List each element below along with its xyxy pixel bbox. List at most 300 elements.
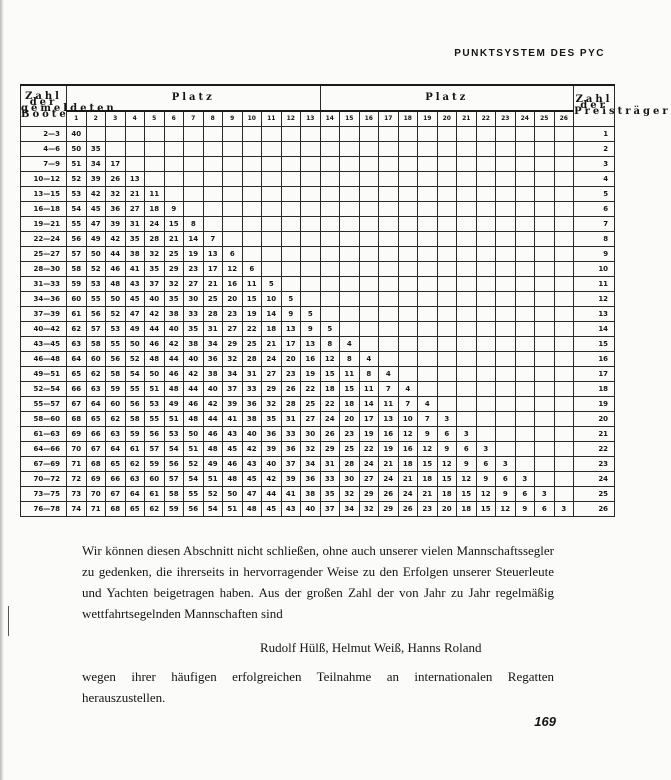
empty-cell — [398, 322, 418, 337]
points-cell: 18 — [340, 397, 360, 412]
points-cell: 52 — [125, 352, 145, 367]
empty-cell — [554, 157, 574, 172]
points-cell: 68 — [106, 502, 126, 517]
points-table — [20, 84, 671, 517]
points-cell: 9 — [457, 457, 477, 472]
points-cell: 43 — [125, 277, 145, 292]
points-cell: 46 — [164, 367, 184, 382]
empty-cell — [496, 127, 516, 142]
empty-cell — [535, 142, 555, 157]
empty-cell — [398, 202, 418, 217]
empty-cell — [496, 292, 516, 307]
empty-cell — [515, 277, 535, 292]
empty-cell — [476, 172, 496, 187]
points-cell: 32 — [106, 187, 126, 202]
empty-cell — [379, 322, 399, 337]
empty-cell — [535, 277, 555, 292]
points-cell: 35 — [86, 142, 106, 157]
table-row — [21, 487, 615, 502]
empty-cell — [457, 217, 477, 232]
empty-cell — [554, 352, 574, 367]
points-cell: 59 — [67, 277, 87, 292]
empty-cell — [418, 142, 438, 157]
empty-cell — [554, 337, 574, 352]
empty-cell — [164, 157, 184, 172]
points-cell: 53 — [67, 187, 87, 202]
empty-cell — [457, 337, 477, 352]
points-cell: 70 — [86, 487, 106, 502]
empty-cell — [184, 172, 204, 187]
points-cell: 15 — [242, 292, 262, 307]
empty-cell — [242, 157, 262, 172]
points-cell: 18 — [457, 502, 477, 517]
empty-cell — [223, 142, 243, 157]
points-cell: 34 — [86, 157, 106, 172]
empty-cell — [301, 127, 321, 142]
empty-cell — [340, 127, 360, 142]
winners-count-cell: 18 — [574, 382, 615, 397]
table-row — [21, 142, 615, 157]
points-cell: 15 — [164, 217, 184, 232]
place-column-header: 23 — [496, 111, 516, 127]
points-cell: 28 — [281, 397, 301, 412]
empty-cell — [515, 337, 535, 352]
empty-cell — [164, 172, 184, 187]
points-cell: 67 — [86, 442, 106, 457]
place-column-header: 7 — [184, 111, 204, 127]
empty-cell — [86, 127, 106, 142]
empty-cell — [125, 142, 145, 157]
points-cell: 26 — [106, 172, 126, 187]
empty-cell — [320, 187, 340, 202]
empty-cell — [379, 247, 399, 262]
points-cell: 6 — [496, 472, 516, 487]
points-cell: 64 — [106, 442, 126, 457]
winners-count-cell: 15 — [574, 337, 615, 352]
points-cell: 48 — [145, 352, 165, 367]
points-cell: 6 — [223, 247, 243, 262]
points-cell: 32 — [262, 397, 282, 412]
points-cell: 8 — [359, 367, 379, 382]
points-cell: 23 — [184, 262, 204, 277]
empty-cell — [184, 142, 204, 157]
empty-cell — [554, 457, 574, 472]
place-column-header: 2 — [86, 111, 106, 127]
empty-cell — [476, 247, 496, 262]
table-body — [21, 127, 615, 517]
points-cell: 57 — [86, 322, 106, 337]
boats-range-cell: 19—21 — [21, 217, 67, 232]
empty-cell — [437, 277, 457, 292]
points-cell: 66 — [86, 427, 106, 442]
points-cell: 3 — [437, 412, 457, 427]
empty-cell — [281, 202, 301, 217]
boats-range-cell: 22—24 — [21, 232, 67, 247]
points-cell: 4 — [418, 397, 438, 412]
points-cell: 24 — [262, 352, 282, 367]
empty-cell — [515, 307, 535, 322]
points-cell: 70 — [67, 442, 87, 457]
points-cell: 57 — [67, 247, 87, 262]
points-cell: 18 — [418, 472, 438, 487]
empty-cell — [359, 247, 379, 262]
empty-cell — [418, 382, 438, 397]
empty-cell — [554, 172, 574, 187]
table-row — [21, 382, 615, 397]
empty-cell — [242, 202, 262, 217]
points-cell: 49 — [164, 397, 184, 412]
empty-cell — [145, 172, 165, 187]
empty-cell — [535, 217, 555, 232]
place-group-header-right: Platz — [320, 85, 574, 111]
points-cell: 37 — [320, 502, 340, 517]
points-cell: 38 — [184, 337, 204, 352]
points-cell: 51 — [145, 382, 165, 397]
points-cell: 12 — [496, 502, 516, 517]
points-cell: 26 — [398, 502, 418, 517]
empty-cell — [515, 352, 535, 367]
points-cell: 68 — [86, 457, 106, 472]
points-cell: 25 — [203, 292, 223, 307]
empty-cell — [379, 127, 399, 142]
empty-cell — [535, 172, 555, 187]
table-row — [21, 307, 615, 322]
points-cell: 13 — [379, 412, 399, 427]
points-cell: 42 — [86, 187, 106, 202]
points-cell: 55 — [86, 292, 106, 307]
points-cell: 24 — [320, 412, 340, 427]
empty-cell — [418, 247, 438, 262]
points-cell: 52 — [184, 457, 204, 472]
points-cell: 54 — [164, 442, 184, 457]
empty-cell — [554, 187, 574, 202]
empty-cell — [437, 397, 457, 412]
points-cell: 5 — [320, 322, 340, 337]
points-cell: 60 — [67, 292, 87, 307]
points-cell: 51 — [67, 157, 87, 172]
empty-cell — [223, 232, 243, 247]
points-cell: 48 — [106, 277, 126, 292]
empty-cell — [262, 187, 282, 202]
empty-cell — [262, 127, 282, 142]
points-cell: 57 — [145, 442, 165, 457]
empty-cell — [476, 217, 496, 232]
empty-cell — [359, 292, 379, 307]
points-cell: 6 — [457, 442, 477, 457]
empty-cell — [437, 232, 457, 247]
empty-cell — [418, 307, 438, 322]
points-cell: 28 — [203, 307, 223, 322]
empty-cell — [496, 397, 516, 412]
empty-cell — [515, 172, 535, 187]
place-column-header: 15 — [340, 111, 360, 127]
points-cell: 65 — [106, 457, 126, 472]
points-cell: 53 — [106, 322, 126, 337]
empty-cell — [457, 262, 477, 277]
points-cell: 29 — [262, 382, 282, 397]
empty-cell — [437, 307, 457, 322]
empty-cell — [437, 367, 457, 382]
points-cell: 55 — [67, 217, 87, 232]
points-cell: 45 — [125, 292, 145, 307]
empty-cell — [476, 262, 496, 277]
points-cell: 15 — [437, 472, 457, 487]
points-cell: 55 — [106, 337, 126, 352]
empty-cell — [379, 202, 399, 217]
points-cell: 36 — [262, 427, 282, 442]
place-group-header-left: Platz — [67, 85, 321, 111]
points-cell: 45 — [223, 442, 243, 457]
points-cell: 17 — [203, 262, 223, 277]
points-cell: 4 — [379, 367, 399, 382]
empty-cell — [301, 277, 321, 292]
empty-cell — [340, 217, 360, 232]
empty-cell — [535, 292, 555, 307]
points-cell: 11 — [359, 382, 379, 397]
empty-cell — [437, 172, 457, 187]
empty-cell — [340, 277, 360, 292]
points-cell: 9 — [476, 472, 496, 487]
points-cell: 33 — [281, 427, 301, 442]
points-cell: 34 — [223, 367, 243, 382]
empty-cell — [301, 232, 321, 247]
points-cell: 66 — [106, 472, 126, 487]
empty-cell — [145, 142, 165, 157]
empty-cell — [418, 127, 438, 142]
winners-count-cell: 14 — [574, 322, 615, 337]
table-row — [21, 157, 615, 172]
points-cell: 19 — [301, 367, 321, 382]
points-cell: 65 — [86, 412, 106, 427]
empty-cell — [379, 337, 399, 352]
empty-cell — [359, 277, 379, 292]
table-row — [21, 322, 615, 337]
empty-cell — [554, 217, 574, 232]
points-cell: 14 — [184, 232, 204, 247]
table-row — [21, 247, 615, 262]
empty-cell — [554, 142, 574, 157]
empty-cell — [496, 412, 516, 427]
empty-cell — [359, 307, 379, 322]
empty-cell — [496, 322, 516, 337]
empty-cell — [340, 187, 360, 202]
place-column-header: 1 — [67, 111, 87, 127]
points-cell: 42 — [262, 472, 282, 487]
empty-cell — [457, 172, 477, 187]
empty-cell — [476, 427, 496, 442]
empty-cell — [515, 187, 535, 202]
empty-cell — [262, 157, 282, 172]
points-cell: 63 — [86, 382, 106, 397]
table-row — [21, 187, 615, 202]
boats-range-cell: 28—30 — [21, 262, 67, 277]
empty-cell — [535, 427, 555, 442]
table-row — [21, 172, 615, 187]
empty-cell — [554, 397, 574, 412]
empty-cell — [203, 157, 223, 172]
points-cell: 11 — [379, 397, 399, 412]
empty-cell — [301, 172, 321, 187]
empty-cell — [359, 217, 379, 232]
empty-cell — [476, 202, 496, 217]
empty-cell — [554, 367, 574, 382]
points-cell: 72 — [67, 472, 87, 487]
points-cell: 47 — [86, 217, 106, 232]
empty-cell — [359, 172, 379, 187]
empty-cell — [437, 322, 457, 337]
empty-cell — [457, 382, 477, 397]
boats-column-header: Zahl der gemeldeten Boote — [21, 85, 67, 127]
points-cell: 27 — [262, 367, 282, 382]
points-cell: 73 — [67, 487, 87, 502]
points-cell: 29 — [320, 442, 340, 457]
points-cell: 44 — [203, 412, 223, 427]
empty-cell — [457, 142, 477, 157]
boats-range-cell: 7—9 — [21, 157, 67, 172]
empty-cell — [554, 487, 574, 502]
empty-cell — [515, 457, 535, 472]
boats-range-cell: 34—36 — [21, 292, 67, 307]
empty-cell — [398, 127, 418, 142]
points-cell: 23 — [340, 427, 360, 442]
empty-cell — [184, 202, 204, 217]
place-column-header: 3 — [106, 111, 126, 127]
empty-cell — [379, 277, 399, 292]
empty-cell — [437, 217, 457, 232]
points-cell: 56 — [67, 232, 87, 247]
boats-range-cell: 37—39 — [21, 307, 67, 322]
empty-cell — [515, 262, 535, 277]
points-cell: 20 — [340, 412, 360, 427]
points-cell: 32 — [359, 502, 379, 517]
points-cell: 7 — [203, 232, 223, 247]
empty-cell — [496, 217, 516, 232]
points-cell: 9 — [301, 322, 321, 337]
place-column-header: 25 — [535, 111, 555, 127]
points-cell: 40 — [242, 427, 262, 442]
empty-cell — [301, 217, 321, 232]
points-cell: 48 — [184, 412, 204, 427]
boats-range-cell: 16—18 — [21, 202, 67, 217]
table-group-header-row — [21, 85, 615, 111]
points-cell: 39 — [106, 217, 126, 232]
points-cell: 38 — [242, 412, 262, 427]
winners-count-cell: 22 — [574, 442, 615, 457]
points-cell: 56 — [164, 457, 184, 472]
empty-cell — [515, 367, 535, 382]
points-cell: 17 — [281, 337, 301, 352]
points-cell: 55 — [184, 487, 204, 502]
empty-cell — [437, 382, 457, 397]
points-cell: 63 — [106, 427, 126, 442]
points-cell: 50 — [125, 337, 145, 352]
points-cell: 26 — [281, 382, 301, 397]
points-cell: 4 — [359, 352, 379, 367]
points-cell: 23 — [281, 367, 301, 382]
points-cell: 12 — [457, 472, 477, 487]
points-cell: 38 — [301, 487, 321, 502]
place-column-header: 17 — [379, 111, 399, 127]
points-cell: 28 — [340, 457, 360, 472]
boats-range-cell: 67—69 — [21, 457, 67, 472]
points-cell: 58 — [67, 262, 87, 277]
empty-cell — [554, 202, 574, 217]
empty-cell — [515, 382, 535, 397]
points-cell: 64 — [86, 397, 106, 412]
table-row — [21, 352, 615, 367]
points-cell: 59 — [145, 457, 165, 472]
points-cell: 9 — [164, 202, 184, 217]
empty-cell — [262, 142, 282, 157]
table-row — [21, 367, 615, 382]
points-cell: 40 — [262, 457, 282, 472]
points-cell: 29 — [379, 502, 399, 517]
points-cell: 61 — [145, 487, 165, 502]
empty-cell — [418, 337, 438, 352]
points-cell: 27 — [125, 202, 145, 217]
boats-range-cell: 76—78 — [21, 502, 67, 517]
empty-cell — [379, 172, 399, 187]
empty-cell — [496, 382, 516, 397]
points-cell: 12 — [320, 352, 340, 367]
points-cell: 52 — [86, 262, 106, 277]
points-cell: 36 — [281, 442, 301, 457]
empty-cell — [398, 172, 418, 187]
place-column-header: 19 — [418, 111, 438, 127]
points-cell: 16 — [223, 277, 243, 292]
points-cell: 50 — [184, 427, 204, 442]
points-cell: 25 — [242, 337, 262, 352]
empty-cell — [379, 217, 399, 232]
place-column-header: 11 — [262, 111, 282, 127]
empty-cell — [320, 292, 340, 307]
points-cell: 37 — [223, 382, 243, 397]
points-cell: 40 — [184, 352, 204, 367]
empty-cell — [359, 142, 379, 157]
empty-cell — [320, 142, 340, 157]
points-cell: 13 — [125, 172, 145, 187]
boats-range-cell: 2—3 — [21, 127, 67, 142]
points-cell: 31 — [242, 367, 262, 382]
empty-cell — [320, 277, 340, 292]
empty-cell — [340, 322, 360, 337]
points-cell: 35 — [125, 232, 145, 247]
points-cell: 21 — [379, 457, 399, 472]
points-cell: 3 — [535, 487, 555, 502]
empty-cell — [535, 322, 555, 337]
empty-cell — [535, 382, 555, 397]
empty-cell — [476, 127, 496, 142]
points-cell: 18 — [262, 322, 282, 337]
empty-cell — [340, 307, 360, 322]
empty-cell — [379, 352, 399, 367]
points-cell: 42 — [145, 307, 165, 322]
points-cell: 52 — [203, 487, 223, 502]
empty-cell — [476, 157, 496, 172]
points-cell: 53 — [164, 427, 184, 442]
boats-range-cell: 4—6 — [21, 142, 67, 157]
empty-cell — [496, 142, 516, 157]
points-cell: 19 — [379, 442, 399, 457]
points-cell: 52 — [67, 172, 87, 187]
empty-cell — [203, 127, 223, 142]
table-row — [21, 502, 615, 517]
winners-count-cell: 11 — [574, 277, 615, 292]
boats-range-cell: 25—27 — [21, 247, 67, 262]
boats-range-cell: 46—48 — [21, 352, 67, 367]
empty-cell — [437, 262, 457, 277]
points-cell: 31 — [281, 412, 301, 427]
